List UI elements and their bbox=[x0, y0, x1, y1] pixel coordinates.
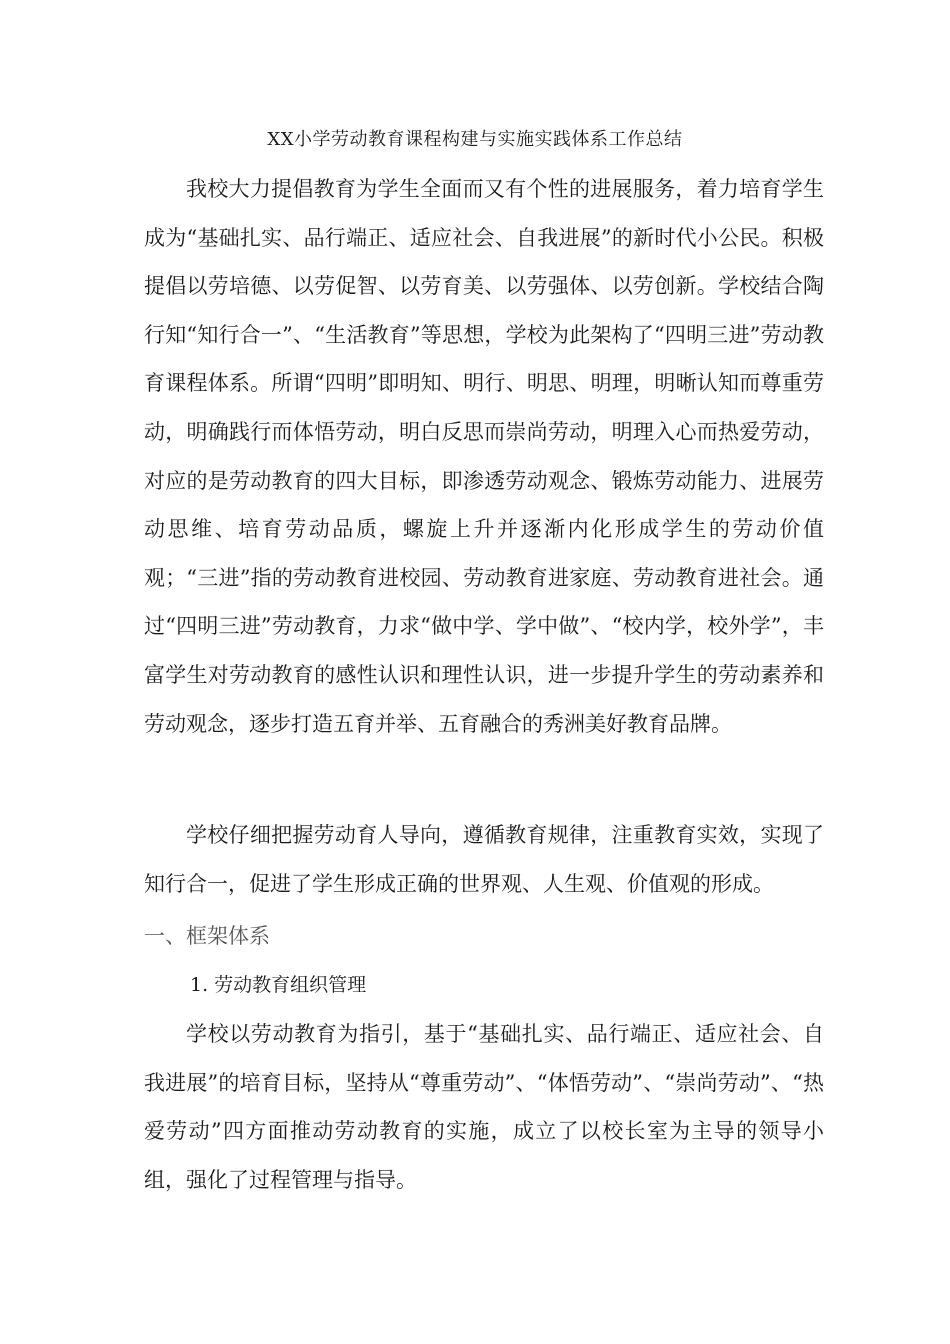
body-paragraph-2: 学校仔细把握劳动育人导向，遵循教育规律，注重教育实效，实现了知行合一，促进了学生形成正确的世界观、人生观、价值观的形成。 bbox=[144, 823, 824, 896]
section-paragraph: 学校以劳动教育为指引，基于“基础扎实、品行端正、适应社会、自我进展”的培育目标，坚持从“尊重劳动”、“体悟劳动”、“崇尚劳动”、“热爱劳动”四方面推动劳动教育的实施，成立了以校长室为主导的领导小组，强化了过程管理与指导。 bbox=[144, 1022, 824, 1192]
section-heading: 一、框架体系 bbox=[144, 924, 270, 948]
subsection-heading: 1. 劳动教育组织管理 bbox=[190, 974, 367, 996]
document-title: XX小学劳动教育课程构建与实施实践体系工作总结 bbox=[267, 129, 683, 150]
body-paragraph-1: 我校大力提倡教育为学生全面而又有个性的进展服务，着力培育学生成为“基础扎实、品行端正、适应社会、自我进展”的新时代小公民。积极提倡以劳培德、以劳促智、以劳育美、以劳强体、以劳创新。学校结合陶行知“知行合一”、“生活教育”等思想，学校为此架构了“四明三进”劳动教育课程体系。所谓“四明”即明知、明行、明思、明理，明晰认知而尊重劳动，明确践行而体悟劳动，明白反思而崇尚劳动，明理入心而热爱劳动，对应的是劳动教育的四大目标，即渗透劳动观念、锻炼劳动能力、进展劳动思维、培育劳动品质，螺旋上升并逐渐内化形成学生的劳动价值观；“三进”指的劳动教育进校园、劳动教育进家庭、劳动教育进社会。通过“四明三进”劳动教育，力求“做中学、学中做”、“校内学，校外学”，丰富学生对劳动教育的感性认识和理性认识，进一步提升学生的劳动素养和劳动观念，逐步打造五育并举、五育融合的秀洲美好教育品牌。 bbox=[144, 177, 824, 736]
